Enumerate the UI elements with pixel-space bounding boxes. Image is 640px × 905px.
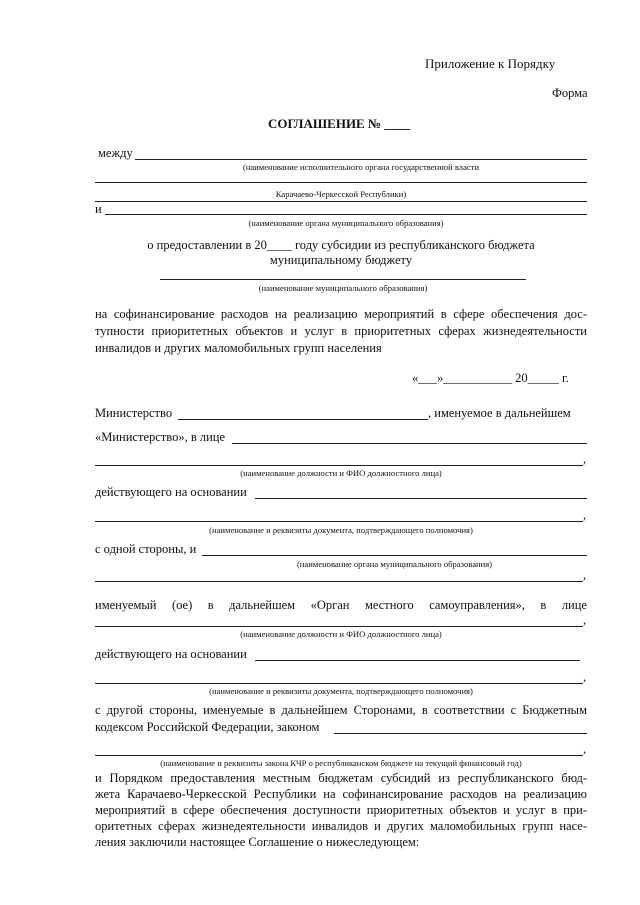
form-label: Форма xyxy=(552,86,588,100)
law-hint: (наименование и реквизиты закона КЧР о республиканском бюджете на текущий финансовый год) xyxy=(160,758,522,768)
comma: , xyxy=(583,670,587,684)
closing-line-6: оритетных сферах жизнедеятельности инвалидов и других маломобильных групп насе- xyxy=(95,819,587,833)
comma: , xyxy=(583,508,587,522)
ministry-document-hint: (наименование и реквизиты документа, подтверждающего полномочия) xyxy=(209,525,473,535)
local-acting-basis: действующего на основании xyxy=(95,647,247,661)
word: в xyxy=(540,598,547,612)
exec-body-hint: (наименование исполнительного органа государственной власти xyxy=(242,162,480,172)
ministry-position-hint: (наименование должности и ФИО должностного лица) xyxy=(240,468,442,478)
date-line[interactable]: «___»___________ 20_____ г. xyxy=(412,371,569,385)
ministry-in-person: «Министерство», в лице xyxy=(95,430,226,444)
closing-line-2: кодексом Российской Федерации, законом xyxy=(95,720,320,734)
comma: , xyxy=(583,742,587,756)
closing-line-7: ления заключили настоящее Соглашение о нижеследующем: xyxy=(95,835,420,849)
exec-body-line-2[interactable] xyxy=(95,182,587,183)
comma: , xyxy=(583,452,587,466)
ministry-referred: , именуемое в дальнейшем xyxy=(428,406,571,420)
local-named-row xyxy=(95,598,587,613)
subject-line-2: муниципальному бюджету xyxy=(269,253,413,267)
ministry-name-line[interactable] xyxy=(178,419,428,420)
word: «Орган xyxy=(310,598,350,612)
purpose-line-3: инвалидов и других маломобильных групп населения xyxy=(95,341,382,355)
appendix-label: Приложение к Порядку xyxy=(425,56,556,71)
word: местного xyxy=(364,598,414,612)
closing-line-1: с другой стороны, именуемые в дальнейшем Сторонами, в соответствии с Бюджетным xyxy=(95,703,587,717)
municipal-body-line-3[interactable] xyxy=(95,581,583,582)
local-position-line[interactable] xyxy=(95,626,583,627)
exec-body-line[interactable] xyxy=(135,159,587,160)
and-label: и xyxy=(95,202,102,216)
word: дальнейшем xyxy=(229,598,296,612)
local-document-line[interactable] xyxy=(95,683,583,684)
law-line[interactable] xyxy=(334,733,587,734)
ministry-basis-line[interactable] xyxy=(255,498,587,499)
local-document-hint: (наименование и реквизиты документа, подтверждающего полномочия) xyxy=(209,686,473,696)
local-basis-line[interactable] xyxy=(255,660,580,661)
agreement-title: СОГЛАШЕНИЕ № ____ xyxy=(268,116,411,131)
purpose-line-2: тупности приоритетных объектов и услуг в приоритетных сферах жизнедеятельности xyxy=(95,324,587,338)
word: (ое) xyxy=(171,598,193,612)
closing-line-4: жета Карачаево-Черкесской Республики на софинансирование расходов на реализацию xyxy=(95,787,587,801)
ministry-acting-basis: действующего на основании xyxy=(95,485,247,499)
subject-line-1: о предоставлении в 20____ году субсидии из республиканского бюджета xyxy=(147,238,535,252)
local-position-hint: (наименование должности и ФИО должностного лица) xyxy=(240,629,442,639)
municipal-body-hint: (наименование органа муниципального образования) xyxy=(248,218,444,228)
word: именуемый xyxy=(95,598,157,612)
closing-line-3: и Порядком предоставления местным бюджетам субсидий из республиканского бюд- xyxy=(95,771,587,785)
purpose-line-1: на софинансирование расходов на реализацию мероприятий в сфере обеспечения дос- xyxy=(95,307,587,321)
one-side-label: с одной стороны, и xyxy=(95,542,197,556)
comma: , xyxy=(583,613,587,627)
ministry-document-line[interactable] xyxy=(95,521,583,522)
ministry-label: Министерство xyxy=(95,406,173,420)
municipality-line[interactable] xyxy=(160,279,526,280)
exec-body-line-3[interactable] xyxy=(95,201,587,202)
closing-line-5: мероприятий в сфере обеспечения доступности приоритетных объектов и услуг в при- xyxy=(95,803,587,817)
word: в xyxy=(207,598,214,612)
word: лице xyxy=(561,598,587,612)
municipality-hint: (наименование муниципального образования) xyxy=(258,283,428,293)
law-line-2[interactable] xyxy=(95,755,583,756)
between-label: между xyxy=(98,146,133,160)
comma: , xyxy=(583,568,587,582)
municipal-body-line[interactable] xyxy=(105,214,587,215)
ministry-person-line[interactable] xyxy=(232,443,587,444)
exec-body-hint-2: Карачаево-Черкесской Республики) xyxy=(275,189,407,199)
municipal-body-line-2[interactable] xyxy=(202,555,587,556)
municipal-body-hint-2: (наименование органа муниципального образования) xyxy=(296,559,493,569)
word: самоуправления», xyxy=(429,598,525,612)
ministry-position-line[interactable] xyxy=(95,465,583,466)
